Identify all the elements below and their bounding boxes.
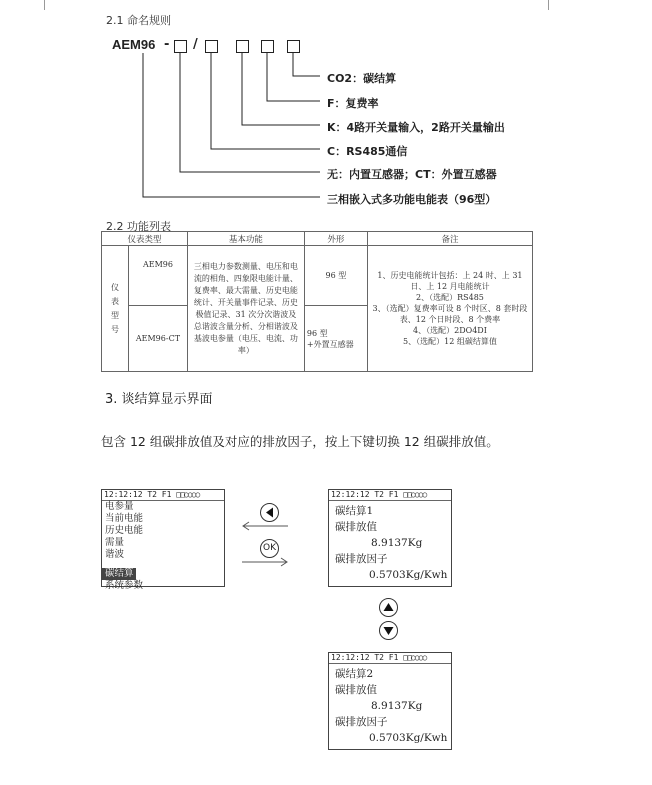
up-triangle-icon	[380, 599, 397, 616]
menu-item-demand[interactable]: 需量	[105, 537, 125, 548]
carbon2-emission-value: 8.9137Kg	[371, 700, 423, 712]
menu-item-harmonic[interactable]: 谐波	[105, 549, 125, 560]
model-name: AEM96	[112, 37, 156, 52]
separator-dash: -	[164, 37, 170, 52]
header-shape: 外形	[304, 232, 367, 246]
status-text: 12:12:12 T2 F1	[331, 490, 399, 499]
naming-section-title: 2.1 命名规则	[106, 14, 171, 27]
status-text: 12:12:12 T2 F1	[104, 490, 172, 499]
arrow-to-carbon	[240, 557, 290, 567]
functions-section-title: 2.2 功能列表	[106, 220, 171, 233]
carbon2-title: 碳结算2	[335, 668, 374, 680]
remark-5: 5、（选配）12 组碳结算值	[403, 337, 497, 346]
section3-title: 3. 谈结算显示界面	[105, 392, 213, 407]
header-meter-type: 仪表类型	[102, 232, 188, 246]
row-label-text: 仪表型号	[111, 282, 119, 334]
menu-item-history-energy[interactable]: 历史电能	[105, 525, 144, 536]
menu-screen	[101, 489, 225, 591]
carbon-screen-1	[328, 489, 452, 587]
menu-item-current-energy[interactable]: 当前电能	[105, 513, 144, 524]
carbon-screen-2	[328, 652, 452, 750]
indicator-icons: □□○○○○	[403, 490, 427, 499]
carbon2-factor-value: 0.5703Kg/Kwh	[369, 732, 448, 744]
label-co2: CO2：碳结算	[327, 72, 397, 85]
label-f: F：复费率	[327, 97, 379, 110]
status-text: 12:12:12 T2 F1	[331, 653, 399, 662]
left-triangle-icon	[261, 504, 278, 521]
section3-description: 包含 12 组碳排放值及对应的排放因子，按上下键切换 12 组碳排放值。	[101, 434, 499, 449]
row-label	[102, 246, 129, 372]
shape-aem96: 96 型	[304, 246, 367, 306]
leader-ct	[180, 53, 320, 172]
indicator-icons: □□○○○○	[403, 653, 427, 662]
down-button[interactable]	[379, 621, 398, 640]
up-button[interactable]	[379, 598, 398, 617]
back-button[interactable]	[260, 503, 279, 522]
down-triangle-icon	[380, 622, 397, 639]
indicator-icons: □□○○○○	[176, 490, 200, 499]
function-table	[101, 231, 533, 372]
label-ct: 无：内置互感器；CT：外置互感器	[327, 168, 497, 181]
naming-leader-lines	[0, 0, 652, 220]
carbon1-emission-value: 8.9137Kg	[371, 537, 423, 549]
menu-item-electrical[interactable]: 电参量	[105, 501, 134, 512]
remark-4: 4、（选配）2DO4DI	[413, 326, 487, 335]
shape-aem96-ct: 96 型 +外置互感器	[304, 306, 367, 372]
carbon2-statusbar	[329, 653, 451, 664]
leader-co2	[293, 53, 320, 76]
model-aem96-ct: AEM96-CT	[129, 306, 188, 372]
remark-3: 3、（选配）复费率可设 8 个时区、8 套时段表、12 个日时段、8 个费率	[372, 304, 528, 324]
label-model: 三相嵌入式多功能电能表（96型）	[327, 193, 497, 206]
label-k: K：4路开关量输入，2路开关量输出	[327, 121, 505, 134]
carbon1-statusbar	[329, 490, 451, 501]
remarks-cell	[367, 246, 532, 372]
separator-slash: /	[193, 37, 198, 52]
carbon1-title: 碳结算1	[335, 505, 374, 517]
model-aem96: AEM96	[129, 246, 188, 306]
leader-k	[242, 53, 320, 125]
remark-1: 1、历史电能统计包括：上 24 时、上 31 日、上 12 月电能统计	[377, 271, 523, 291]
carbon1-factor-label: 碳排放因子	[335, 553, 388, 565]
menu-statusbar	[102, 490, 224, 501]
carbon2-factor-label: 碳排放因子	[335, 716, 388, 728]
basic-function-text: 三相电力参数测量、电压和电流的相角、四象限电能计量、复费率、最大需量、历史电能统计、开关量事件记录、历史极值记录、31 次分次谐波及总谐波含量分析、分相谐波及基波电参量（电压、电流、功率）	[187, 246, 304, 372]
menu-item-carbon[interactable]: 碳结算	[102, 568, 136, 580]
menu-item-system[interactable]: 系统参数	[105, 580, 144, 591]
label-c: C：RS485通信	[327, 145, 408, 158]
carbon1-factor-value: 0.5703Kg/Kwh	[369, 569, 448, 581]
arrow-to-menu	[240, 521, 290, 531]
header-basic-function: 基本功能	[187, 232, 304, 246]
carbon2-emission-label: 碳排放值	[335, 684, 377, 696]
header-remarks: 备注	[367, 232, 532, 246]
ok-button[interactable]: OK	[260, 539, 279, 558]
carbon1-emission-label: 碳排放值	[335, 521, 377, 533]
remark-2: 2、（选配）RS485	[416, 293, 484, 302]
